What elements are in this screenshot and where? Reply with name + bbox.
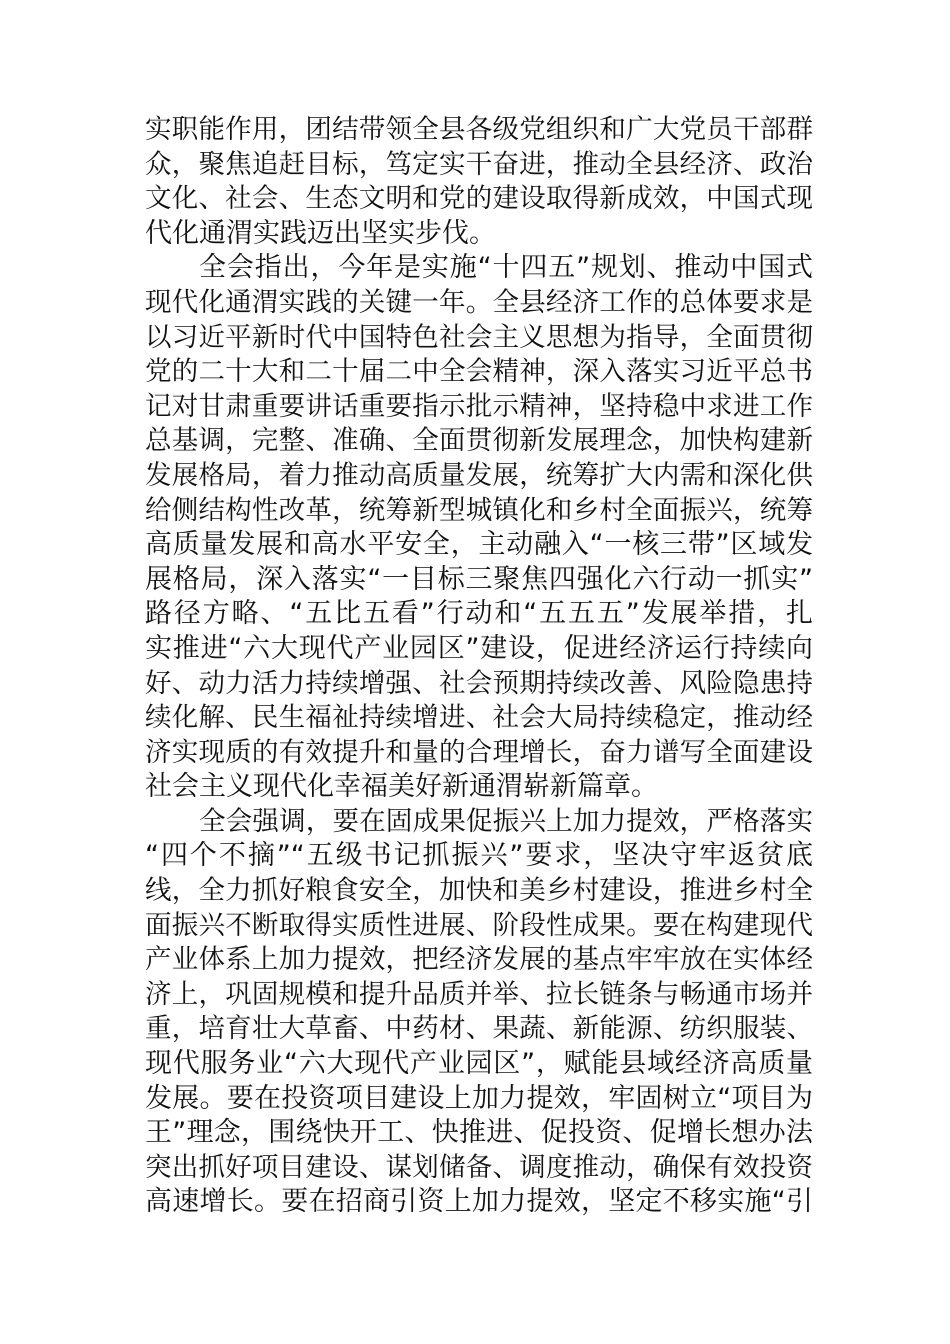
text-line: 现代服务业“六大现代产业园区”，赋能县域经济高质量 [145, 1048, 813, 1080]
text-line: 产业体系上加力提效，把经济发展的基点牢牢放在实体经 [145, 944, 813, 976]
text-line: 王”理念，围绕快开工、快推进、促投资、促增长想办法 [145, 1117, 813, 1149]
text-line: 现代化通渭实践的关键一年。全县经济工作的总体要求是 [145, 286, 813, 318]
text-line: 给侧结构性改革，统筹新型城镇化和乡村全面振兴，统筹 [145, 494, 813, 526]
document-body [145, 113, 813, 1220]
text-line: 济上，巩固规模和提升品质并举、拉长链条与畅通市场并 [145, 978, 813, 1010]
text-line: 济实现质的有效提升和量的合理增长，奋力谱写全面建设 [145, 736, 813, 768]
text-line: “四个不摘”“五级书记抓振兴”要求，坚决守牢返贫底 [145, 840, 813, 872]
text-line: 代化通渭实践迈出坚实步伐。 [145, 217, 496, 249]
text-line: 续化解、民生福祉持续增进、社会大局持续稳定，推动经 [145, 702, 813, 734]
text-line: 党的二十大和二十届二中全会精神，深入落实习近平总书 [145, 356, 813, 388]
text-line: 重，培育壮大草畜、中药材、果蔬、新能源、纺织服装、 [145, 1013, 813, 1045]
text-line: 全会强调，要在固成果促振兴上加力提效，严格落实 [199, 805, 813, 837]
text-line: 发展格局，着力推动高质量发展，统筹扩大内需和深化供 [145, 459, 813, 491]
paragraph [145, 113, 813, 251]
text-line: 总基调，完整、准确、全面贯彻新发展理念，加快构建新 [145, 425, 813, 457]
text-line: 实职能作用，团结带领全县各级党组织和广大党员干部群 [145, 114, 813, 145]
text-line: 记对甘肃重要讲话重要指示批示精神，坚持稳中求进工作 [145, 390, 813, 422]
text-line: 突出抓好项目建设、谋划储备、调度推动，确保有效投资 [145, 1151, 813, 1183]
text-line: 众，聚焦追赶目标，笃定实干奋进，推动全县经济、政治 [145, 148, 813, 180]
text-line: 高质量发展和高水平安全，主动融入“一核三带”区域发 [145, 529, 813, 561]
paragraph [145, 251, 813, 805]
text-line: 文化、社会、生态文明和党的建设取得新成效，中国式现 [145, 183, 813, 215]
text-line: 实推进“六大现代产业园区”建设，促进经济运行持续向 [145, 632, 813, 664]
text-line: 高速增长。要在招商引资上加力提效，坚定不移实施“引 [145, 1186, 813, 1218]
text-line: 路径方略、“五比五看”行动和“五五五”发展举措，扎 [145, 598, 813, 630]
text-line: 社会主义现代化幸福美好新通渭崭新篇章。 [145, 771, 658, 803]
text-line: 发展。要在投资项目建设上加力提效，牢固树立“项目为 [145, 1082, 813, 1114]
text-line: 好、动力活力持续增强、社会预期持续改善、风险隐患持 [145, 667, 813, 699]
text-line: 面振兴不断取得实质性进展、阶段性成果。要在构建现代 [145, 909, 813, 941]
text-line: 以习近平新时代中国特色社会主义思想为指导，全面贯彻 [145, 321, 813, 353]
text-line: 展格局，深入落实“一目标三聚焦四强化六行动一抓实” [145, 563, 813, 595]
text-line: 线，全力抓好粮食安全，加快和美乡村建设，推进乡村全 [145, 875, 813, 907]
paragraph [145, 805, 813, 1220]
text-line: 全会指出，今年是实施“十四五”规划、推动中国式 [199, 252, 813, 284]
